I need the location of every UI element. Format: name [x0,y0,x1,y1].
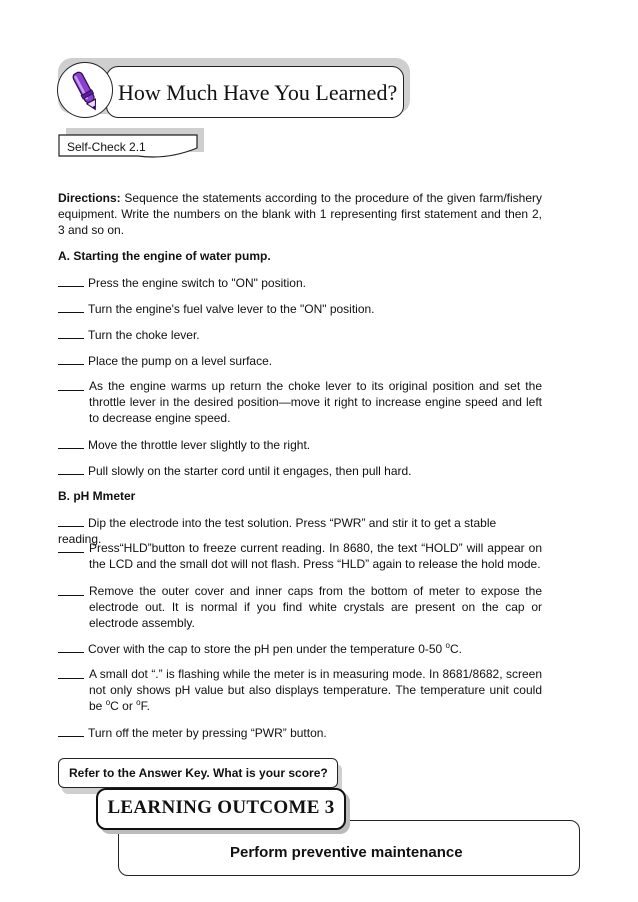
learning-outcome-title: LEARNING OUTCOME 3 [107,797,335,818]
page-title: How Much Have You Learned? [118,80,398,105]
answer-blank[interactable] [58,540,84,553]
answer-blank[interactable] [58,666,84,679]
answer-key-text: Refer to the Answer Key. What is your score? [69,766,328,780]
answer-blank[interactable] [58,724,84,737]
answer-blank[interactable] [58,300,84,313]
list-item: Turn off the meter by pressing “PWR” button. [58,724,542,741]
answer-blank[interactable] [58,583,84,596]
answer-blank[interactable] [58,326,84,339]
list-item: As the engine warms up return the choke lever to its original position and set the throttle lever in the desired position—move it right to increase engine speed and left to decrease engine speed. [58,378,542,426]
answer-blank[interactable] [58,378,84,391]
list-item: Press“HLD”button to freeze current reading. In 8680, the text “HOLD” will appear on the LCD and the small dot will not flash. Press “HLD” again to release the hold mode. [58,540,542,572]
list-item: Place the pump on a level surface. [58,352,542,369]
list-item: Dip the electrode into the test solution. Press “PWR” and stir it to get a stable reading. [58,516,497,546]
directions [58,190,542,238]
pen-badge [57,62,113,118]
answer-blank[interactable] [58,436,84,449]
list-item: Remove the outer cover and inner caps from the bottom of meter to expose the electrode out. It is normal if you find white crystals are present on the cap or electrode assembly. [58,583,542,631]
list-item: A small dot “.” is flashing while the meter is in measuring mode. In 8681/8682, screen not only shows pH value but also displays temperature. The temperature unit could be $^o$C or $^o$F. [58,666,542,714]
list-item: Turn the engine's fuel valve lever to the "ON" position. [58,300,542,317]
list-item: Turn the choke lever. [58,326,542,343]
pen-icon [58,63,112,117]
list-item: Press the engine switch to "ON" position. [58,274,542,291]
directions-label: Directions: [58,191,121,205]
section-b-heading: B. pH Mmeter [58,489,136,503]
answer-blank[interactable] [58,514,84,527]
list-item: Cover with the cap to store the pH pen under the temperature 0-50 $^o$C. [58,640,542,657]
directions-text: Sequence the statements according to the procedure of the given farm/fishery equipment. Write the numbers on the blank with 1 representing first statement and then 2, 3 and so on. [58,191,542,237]
list-item: Pull slowly on the starter cord until it engages, then pull hard. [58,462,542,479]
answer-blank[interactable] [58,462,84,475]
answer-blank[interactable] [58,274,84,287]
self-check-label: Self-Check 2.1 [67,140,146,154]
learning-outcome-subtitle: Perform preventive maintenance [230,844,463,861]
list-item: Move the throttle lever slightly to the right. [58,436,542,453]
answer-blank[interactable] [58,640,84,653]
answer-blank[interactable] [58,352,84,365]
section-a-heading: A. Starting the engine of water pump. [58,249,271,263]
